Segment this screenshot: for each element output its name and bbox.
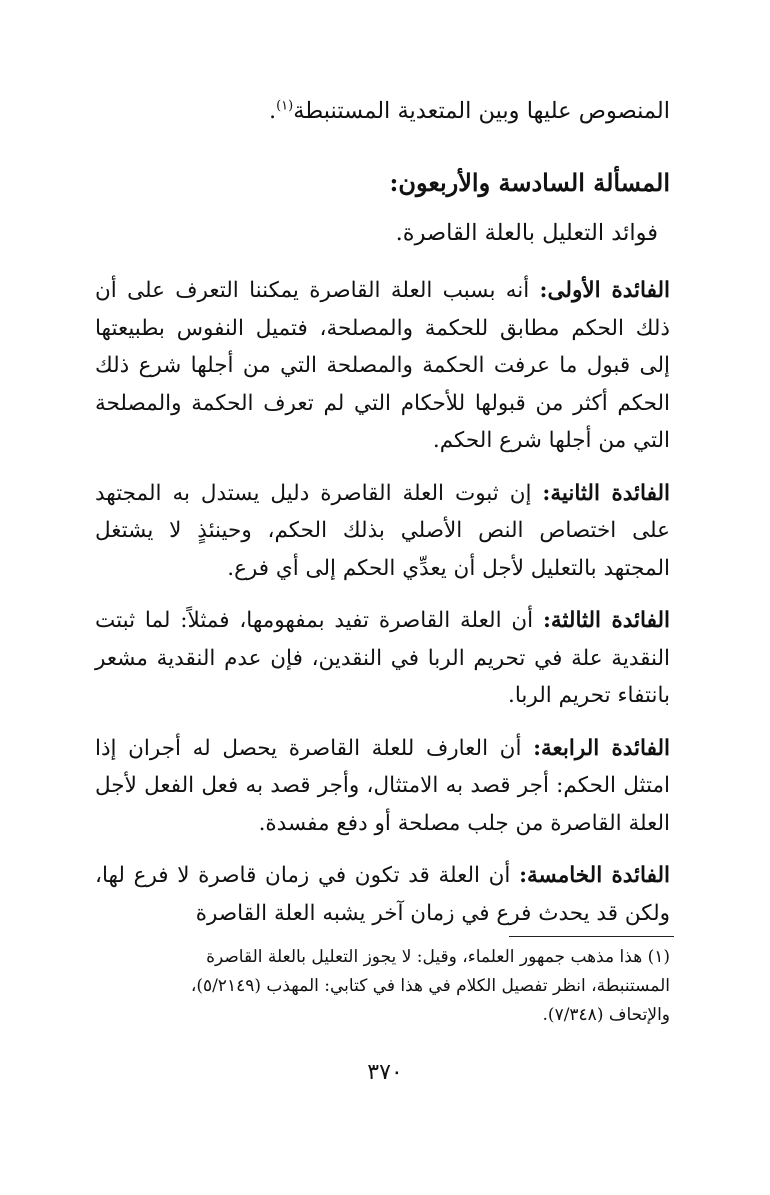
- section-heading: المسألة السادسة والأربعون:: [389, 168, 670, 197]
- benefit-3-title: الفائدة الثالثة:: [542, 608, 670, 633]
- footnote-1-text-1: هذا مذهب جمهور العلماء، وقيل: لا يجوز التعليل بالعلة القاصرة: [206, 947, 648, 967]
- benefit-paragraph-4: [95, 730, 670, 843]
- benefit-2-title: الفائدة الثانية:: [542, 480, 670, 506]
- footnote-1-marker: (١): [647, 947, 670, 967]
- footnote-1-line-2: المستنبطة، انظر تفصيل الكلام في هذا في كتابي: المهذب (٥/٢١٤٩)،: [190, 976, 670, 996]
- benefit-1-text: أنه بسبب العلة القاصرة يمكننا التعرف على أن ذلك الحكم مطابق للحكمة والمصلحة، فتميل النفوس بطبيعتها إلى قبول ما عرفت الحكمة والمصلحة التي من أجلها شرع ذلك الحكم أكثر من قبولها للأحكام التي لم تعرف الحكمة والمصلحة التي من أجلها شرع الحكم.: [95, 278, 670, 453]
- benefit-5-text: أن العلة قد تكون في زمان قاصرة لا فرع لها، ولكن قد يحدث فرع في زمان آخر يشبه العلة القاصرة: [95, 863, 670, 926]
- benefit-1-title: الفائدة الأولى:: [539, 278, 670, 303]
- benefit-paragraph-3: [95, 602, 670, 715]
- benefit-5-title: الفائدة الخامسة:: [519, 863, 670, 888]
- footnote-1: [95, 943, 670, 1030]
- benefit-2-text: إن ثبوت العلة القاصرة دليل يستدل به المجتهد على اختصاص النص الأصلي بذلك الحكم، وحينئذٍ لا يشتغل المجتهد بالتعليل لأجل أن يعدِّي الحكم إلى أي فرع.: [95, 480, 670, 581]
- benefit-paragraph-1: [95, 272, 670, 460]
- footnote-ref[interactable]: (١): [276, 98, 294, 114]
- continuation-text: المنصوص عليها وبين المتعدية المستنبطة: [293, 98, 670, 124]
- benefit-4-text: أن العارف للعلة القاصرة يحصل له أجران إذا امتثل الحكم: أجر قصد به الامتثال، وأجر قصد به فعل الفعل لأجل العلة القاصرة من جلب مصلحة أو دفع مفسدة.: [95, 735, 670, 836]
- footnote-1-line-3: والإتحاف (٧/٣٤٨).: [542, 1005, 670, 1025]
- benefit-paragraph-5: [95, 857, 670, 932]
- footnotes: [95, 943, 670, 1030]
- footnote-divider: [509, 936, 674, 937]
- section-subheading: فوائد التعليل بالعلة القاصرة.: [395, 220, 658, 246]
- continuation-end: .: [268, 98, 277, 124]
- continuation-line: [95, 92, 670, 130]
- page-number: ٣٧٠: [367, 1060, 403, 1085]
- benefit-paragraph-2: [95, 475, 670, 588]
- benefit-3-text: أن العلة القاصرة تفيد بمفهومها، فمثلاً: لما ثبتت النقدية علة في تحريم الربا في النقدين، فإن عدم النقدية مشعر بانتفاء تحريم الربا.: [95, 608, 670, 708]
- footnote-1-line-1: [95, 943, 670, 972]
- benefit-4-title: الفائدة الرابعة:: [533, 735, 670, 761]
- page-body: [95, 92, 670, 947]
